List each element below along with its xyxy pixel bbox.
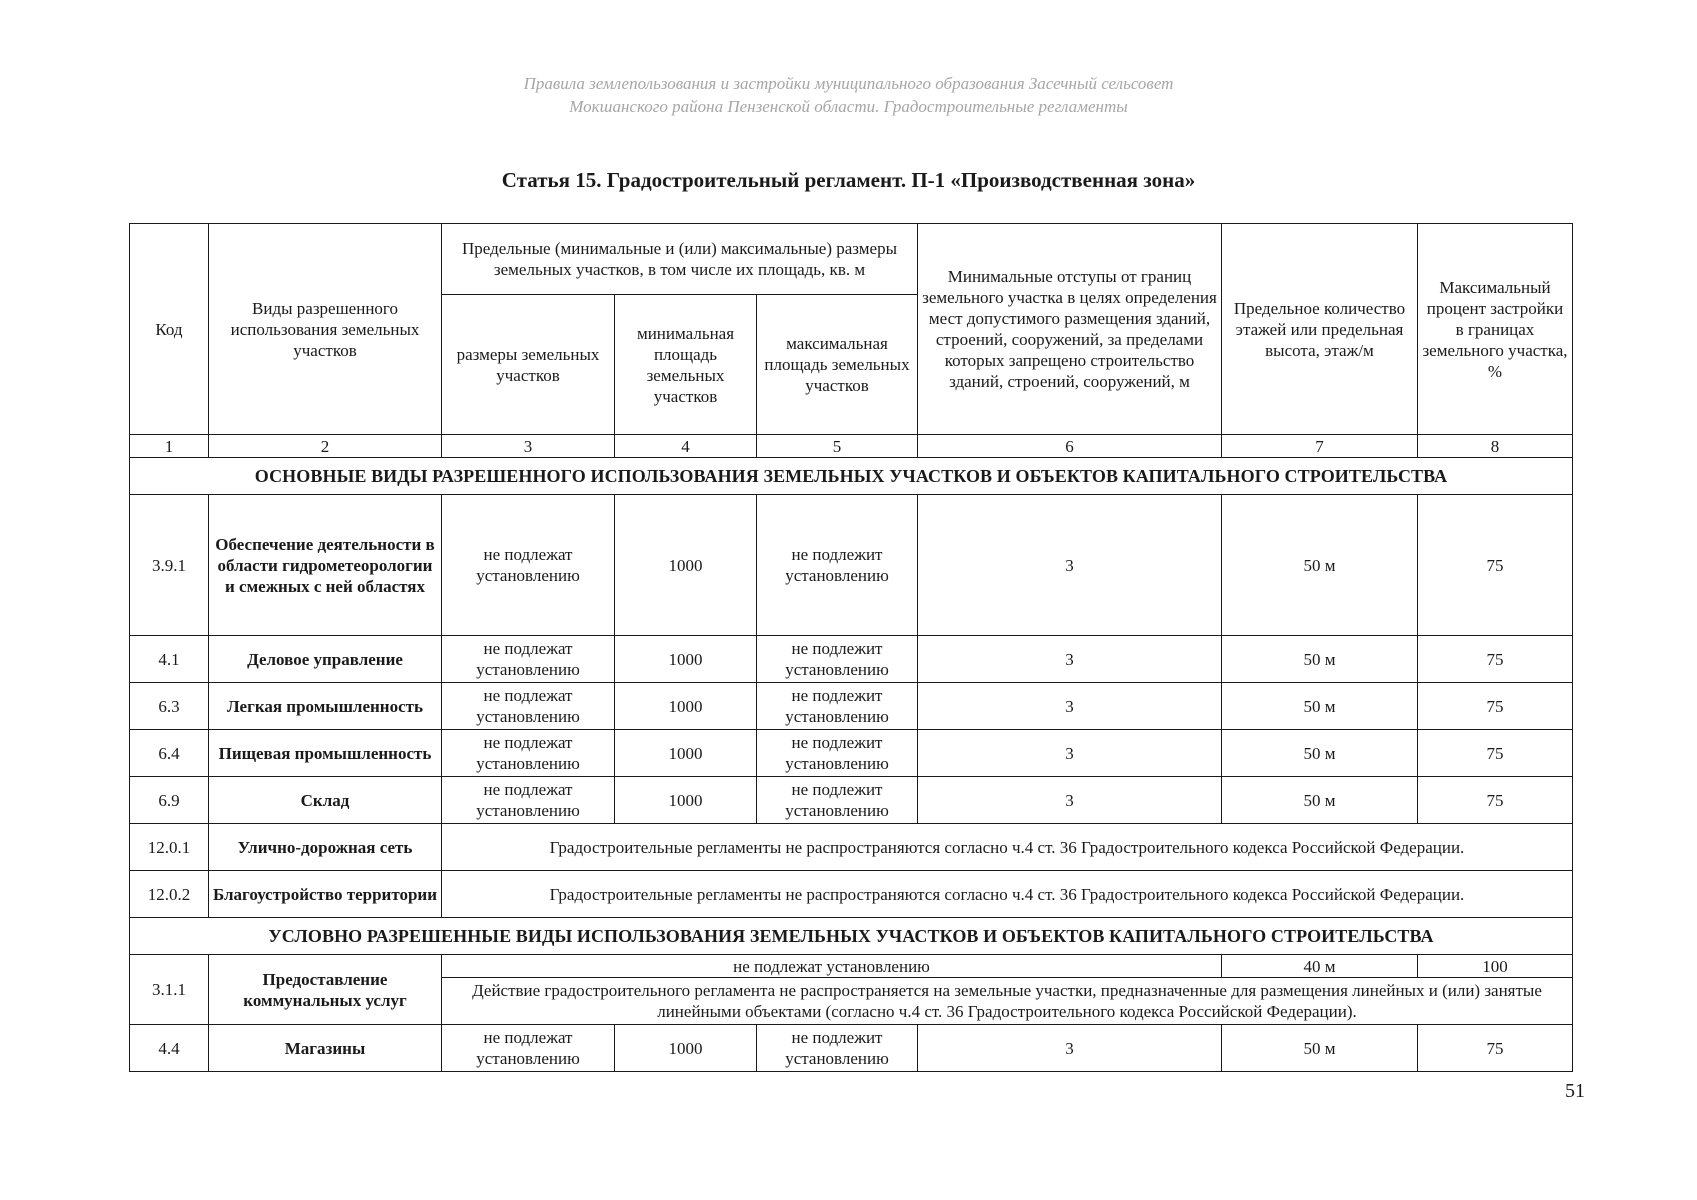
row-setback: 3 [918,495,1222,636]
page-header [0,72,1697,118]
row-min-area: 1000 [615,495,757,636]
row-size: не подлежат установлению [442,636,615,683]
row-size: не подлежат установлению [442,730,615,777]
header-line-1: Правила землепользования и застройки муниципального образования Засечный сельсовет [523,74,1174,93]
row-coverage: 75 [1418,495,1573,636]
row-not-set: не подлежат установлению [442,955,1222,978]
row-max-area: не подлежит установлению [757,730,918,777]
row-coverage: 75 [1418,730,1573,777]
col-number: 4 [615,435,757,458]
col-number: 1 [130,435,209,458]
row-note: Градостроительные регламенты не распространяются согласно ч.4 ст. 36 Градостроительного кодекса Российской Федерации. [442,824,1573,871]
row-name: Улично-дорожная сеть [209,824,442,871]
header-sizes-group: Предельные (минимальные и (или) максимальные) размеры земельных участков, в том числе их площадь, кв. м [442,224,918,295]
row-code: 12.0.2 [130,871,209,918]
row-floors: 50 м [1222,730,1418,777]
row-setback: 3 [918,1025,1222,1072]
column-number-row [130,435,1573,458]
row-coverage: 75 [1418,683,1573,730]
row-min-area: 1000 [615,730,757,777]
table-row [130,495,1573,636]
article-title: Статья 15. Градостроительный регламент. П-1 «Производственная зона» [501,168,1196,192]
table-row [130,824,1573,871]
row-name: Предоставление коммунальных услуг [209,955,442,1025]
col-number: 2 [209,435,442,458]
table-row [130,636,1573,683]
table-row [130,730,1573,777]
row-floors: 50 м [1222,683,1418,730]
row-max-area: не подлежит установлению [757,683,918,730]
header-max-area: максимальная площадь земельных участков [757,295,918,435]
row-max-area: не подлежит установлению [757,495,918,636]
section-conditional-heading: УСЛОВНО РАЗРЕШЕННЫЕ ВИДЫ ИСПОЛЬЗОВАНИЯ ЗЕМЕЛЬНЫХ УЧАСТКОВ И ОБЪЕКТОВ КАПИТАЛЬНОГО СТРОИТЕЛЬСТВА [130,918,1573,955]
row-min-area: 1000 [615,636,757,683]
header-coverage: Максимальный процент застройки в границах земельного участка, % [1418,224,1573,435]
row-code: 6.3 [130,683,209,730]
row-max-area: не подлежит установлению [757,777,918,824]
header-floors: Предельное количество этажей или предельная высота, этаж/м [1222,224,1418,435]
section-main-heading: ОСНОВНЫЕ ВИДЫ РАЗРЕШЕННОГО ИСПОЛЬЗОВАНИЯ ЗЕМЕЛЬНЫХ УЧАСТКОВ И ОБЪЕКТОВ КАПИТАЛЬНОГО СТРОИТЕЛЬСТВА [130,458,1573,495]
col-number: 5 [757,435,918,458]
row-size: не подлежат установлению [442,495,615,636]
col-number: 8 [1418,435,1573,458]
row-floors: 50 м [1222,777,1418,824]
row-setback: 3 [918,683,1222,730]
table-row [130,871,1573,918]
row-min-area: 1000 [615,777,757,824]
row-coverage: 75 [1418,636,1573,683]
table-row [130,683,1573,730]
header-line-2: Мокшанского района Пензенской области. Градостроительные регламенты [569,97,1128,116]
row-setback: 3 [918,777,1222,824]
row-floors: 50 м [1222,1025,1418,1072]
header-code: Код [130,224,209,435]
row-code: 4.4 [130,1025,209,1072]
row-code: 12.0.1 [130,824,209,871]
row-code: 3.1.1 [130,955,209,1025]
row-name: Пищевая промышленность [209,730,442,777]
row-setback: 3 [918,636,1222,683]
row-name: Деловое управление [209,636,442,683]
row-max-area: не подлежит установлению [757,636,918,683]
page-number: 51 [1565,1080,1585,1102]
row-code: 4.1 [130,636,209,683]
row-code: 6.4 [130,730,209,777]
table-row [130,777,1573,824]
row-floors: 50 м [1222,636,1418,683]
row-setback: 3 [918,730,1222,777]
row-note: Действие градостроительного регламента не распространяется на земельные участки, предназначенные для размещения линейных и (или) занятые линейными объектами (согласно ч.4 ст. 36 Градостроительного кодекса Российской Федерации). [442,978,1573,1025]
row-code: 6.9 [130,777,209,824]
row-size: не подлежат установлению [442,1025,615,1072]
row-name: Магазины [209,1025,442,1072]
header-sizes: размеры земельных участков [442,295,615,435]
row-name: Обеспечение деятельности в области гидрометеорологии и смежных с ней областях [209,495,442,636]
row-floors: 40 м [1222,955,1418,978]
header-setbacks: Минимальные отступы от границ земельного участка в целях определения мест допустимого размещения зданий, строений, сооружений, за пределами которых запрещено строительство зданий, строений, сооружений, м [918,224,1222,435]
row-coverage: 75 [1418,1025,1573,1072]
row-coverage: 100 [1418,955,1573,978]
row-floors: 50 м [1222,495,1418,636]
regulation-table [129,223,1573,1072]
row-code: 3.9.1 [130,495,209,636]
row-coverage: 75 [1418,777,1573,824]
row-size: не подлежат установлению [442,683,615,730]
row-max-area: не подлежит установлению [757,1025,918,1072]
col-number: 3 [442,435,615,458]
row-note: Градостроительные регламенты не распространяются согласно ч.4 ст. 36 Градостроительного кодекса Российской Федерации. [442,871,1573,918]
row-min-area: 1000 [615,683,757,730]
row-name: Благоустройство территории [209,871,442,918]
row-min-area: 1000 [615,1025,757,1072]
row-name: Склад [209,777,442,824]
row-name: Легкая промышленность [209,683,442,730]
col-number: 7 [1222,435,1418,458]
row-size: не подлежат установлению [442,777,615,824]
table-row [130,955,1573,978]
table-row [130,1025,1573,1072]
header-min-area: минимальная площадь земельных участков [615,295,757,435]
col-number: 6 [918,435,1222,458]
header-types: Виды разрешенного использования земельных участков [209,224,442,435]
